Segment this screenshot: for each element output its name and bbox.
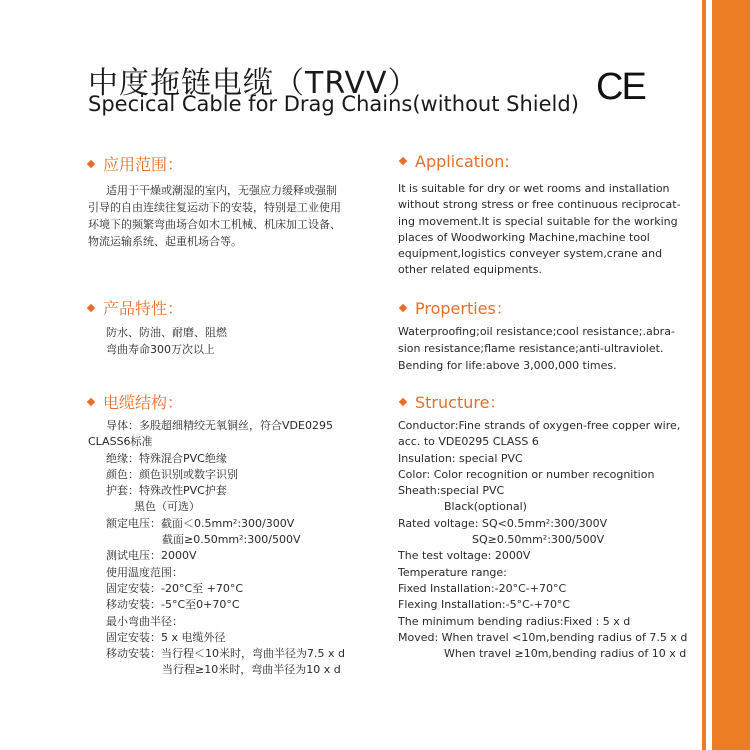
properties-text-en: Waterproofing;oil resistance;cool resistance;.abra- sion resistance;flame resistance;anti-ultraviolet. Bending for life:above 3,000,000 times.: [398, 325, 675, 372]
structure-heading-cn: 电缆结构：: [88, 390, 183, 413]
ce-mark-icon: CE: [596, 66, 645, 108]
application-heading-en: Application:: [400, 152, 510, 171]
application-heading-cn: 应用范围：: [88, 152, 183, 175]
diamond-bullet-icon: [87, 159, 95, 167]
structure-text-en: Conductor:Fine strands of oxygen-free copper wire, acc. to VDE0295 CLASS 6 Insulation: special PVC Color: Color recognition or number recognition Sheath:special PVC Black(optional) Rated voltage: SQ<0.5mm²:300/300V SQ≥0.50mm²:300/500V The test voltage: 2000V Temperature range: Fixed Installation:-20°C-+70°C Flexing Installation:-5°C-+70°C The minimum bending radius:Fixed : 5 x d Moved: When travel <10m,bending radius of 7.5 x d When travel ≥10m,bending radius of 10 x d: [398, 419, 688, 661]
properties-text-cn: 防水、防油、耐磨、阻燃 弯曲寿命300万次以上: [106, 326, 227, 356]
properties-heading-en: Properties：: [400, 296, 512, 319]
structure-heading-en: Structure：: [400, 390, 505, 413]
accent-stripe: [712, 0, 750, 750]
diamond-bullet-icon: [87, 397, 95, 405]
title-en: Specical Cable for Drag Chains(without Shield): [88, 92, 579, 116]
structure-text-cn: 导体：多股超细精绞无氧铜丝，符合VDE0295 CLASS6标准 绝缘：特殊混合PVC绝缘 颜色：颜色识别或数字识别 护套：特殊改性PVC护套 黑色（可选） 额定电压：截面＜0.5mm²:300/300V 截面≥0.50mm²:300/500V 测试电压：2000V 使用温度范围： 固定安装：-20°C至 +70°C 移动安装：-5°C至0+70°C 最小弯曲半径： 固定安装：5 x 电缆外径 移动安装：当行程＜10米时，弯曲半径为7.5 x d 当行程≥10米时，弯曲半径为10 x d: [88, 419, 345, 677]
diamond-bullet-icon: [399, 156, 407, 164]
diamond-bullet-icon: [399, 303, 407, 311]
title-cn: 中度拖链电缆（TRVV）: [88, 66, 419, 101]
diamond-bullet-icon: [399, 397, 407, 405]
properties-heading-cn: 产品特性：: [88, 296, 183, 319]
application-text-en: It is suitable for dry or wet rooms and installation without strong stress or free continuous reciprocat- ing movement.It is special suitable for the working places of Woodworking Machine,machine tool equipment,logistics conveyer system,crane and other related equipments.: [398, 182, 681, 277]
diamond-bullet-icon: [87, 303, 95, 311]
application-text-cn: 适用于干燥或潮湿的室内，无强应力缓释或强制 引导的自由连续往复运动下的安装，特别是工业使用 环境下的频繁弯曲场合如木工机械、机床加工设备、 物流运输系统、起重机场合等。: [88, 184, 341, 248]
